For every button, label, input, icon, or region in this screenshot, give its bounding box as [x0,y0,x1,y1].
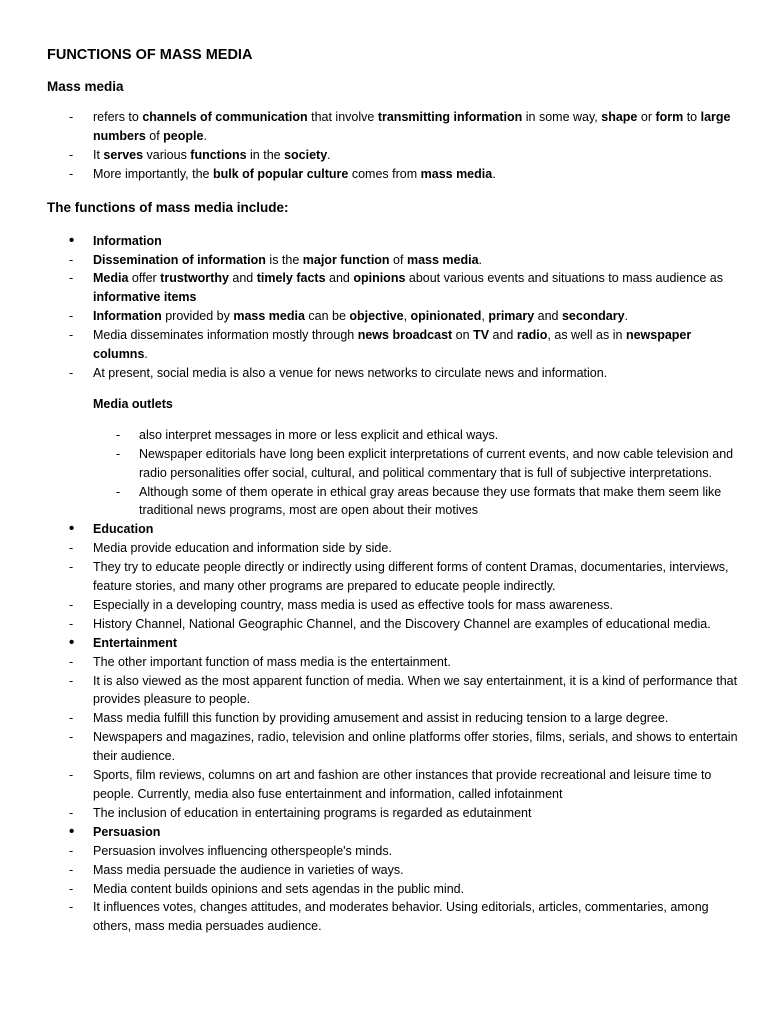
list-item: - Mass media fulfill this function by providing amusement and assist in reducing tension to a large degree. [47,709,738,728]
media-outlets-heading: Media outlets [93,396,173,411]
list-item: - History Channel, National Geographic Channel, and the Discovery Channel are examples of educational media. [47,615,738,634]
list-item: - Newspaper editorials have long been explicit interpretations of current events, and now cable television and radio personalities offer social, cultural, and political commentary that is full of subjective interpretations. [47,445,738,483]
list-item: - Especially in a developing country, mass media is used as effective tools for mass awareness. [47,596,738,615]
list-item: - Media disseminates information mostly through news broadcast on TV and radio, as well as in newspaper columns. [47,326,738,364]
document-title: FUNCTIONS OF MASS MEDIA [47,47,253,63]
list-item: - Dissemination of information is the major function of mass media. [47,251,738,270]
list-item: - At present, social media is also a venue for news networks to circulate news and information. [47,364,738,383]
intro-item: - refers to channels of communication that involve transmitting information in some way, shape or form to large numbers of people. [47,108,738,146]
function-information: • Information [47,232,738,251]
list-item: - The inclusion of education in entertaining programs is regarded as edutainment [47,804,738,823]
list-item: - Newspapers and magazines, radio, television and online platforms offer stories, films, serials, and shows to entertain their audience. [47,728,738,766]
intro-list [47,108,738,184]
list-item: - Although some of them operate in ethical gray areas because they use formats that make them seem like traditional news programs, most are open about their motives [47,483,738,521]
function-entertainment: • Entertainment [47,634,738,653]
list-item: - The other important function of mass media is the entertainment. [47,653,738,672]
intro-item: - It serves various functions in the society. [47,146,738,165]
list-item: - Mass media persuade the audience in varieties of ways. [47,861,738,880]
functions-heading: The functions of mass media include: [47,199,289,215]
list-item: - Media offer trustworthy and timely facts and opinions about various events and situations to mass audience as informative items [47,269,738,307]
functions-list-continued [47,520,738,936]
list-item: - Media provide education and information side by side. [47,539,738,558]
intro-item: - More importantly, the bulk of popular culture comes from mass media. [47,165,738,184]
media-outlets-list [47,426,738,521]
mass-media-heading: Mass media [47,79,124,94]
function-persuasion: • Persuasion [47,823,738,842]
list-item: - also interpret messages in more or less explicit and ethical ways. [47,426,738,445]
list-item: - It influences votes, changes attitudes, and moderates behavior. Using editorials, articles, commentaries, among others, mass media persuades audience. [47,898,738,936]
list-item: - Sports, film reviews, columns on art and fashion are other instances that provide recreational and leisure time to people. Currently, media also fuse entertainment and information, called infotainment [47,766,738,804]
function-education: • Education [47,520,738,539]
functions-list [47,232,738,383]
list-item: - They try to educate people directly or indirectly using different forms of content Dramas, documentaries, interviews, feature stories, and many other programs are prepared to educate people indirectly. [47,558,738,596]
list-item: - It is also viewed as the most apparent function of media. When we say entertainment, it is a kind of performance that provides pleasure to people. [47,672,738,710]
list-item: - Information provided by mass media can be objective, opinionated, primary and secondary. [47,307,738,326]
list-item: - Persuasion involves influencing otherspeople's minds. [47,842,738,861]
list-item: - Media content builds opinions and sets agendas in the public mind. [47,880,738,899]
